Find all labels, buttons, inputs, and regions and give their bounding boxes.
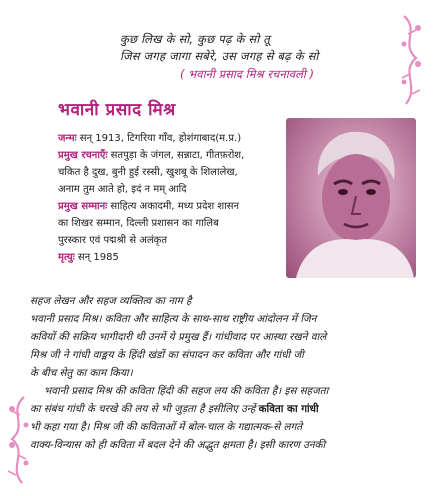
body-line-7-text: का संबंध गांधी के चरखे की लय से भी जुड़ता है इसीलिए उन्हें — [30, 403, 256, 415]
body-line-5: के बीच सेतु का काम किया। — [30, 367, 133, 379]
works-text-1: सतपुड़ा के जंगल, सन्नाटा, गीतफ़रोश, — [110, 150, 245, 161]
epigraph-source: ( भवानी प्रसाद मिश्र रचनावली ) — [180, 67, 315, 81]
body-line-7 — [30, 402, 319, 416]
honors-text-3: पुरस्कार एवं पद्मश्री से अलंकृत — [58, 235, 168, 246]
death-label: मृत्युः — [58, 252, 75, 263]
info-born — [58, 131, 283, 147]
info-works — [58, 148, 283, 164]
works-text-3: अनाम तुम आते हो, इदं न मम् आदि — [58, 184, 187, 195]
epigraph-line-1: कुछ लिख के सो, कुछ पढ़ के सो तू — [120, 32, 270, 46]
info-death — [58, 250, 283, 266]
poet-portrait — [286, 118, 416, 278]
honors-text-2: का शिखर सम्मान, दिल्ली प्रशासन का गालिब — [58, 218, 219, 229]
epigraph-line-2: जिस जगह जागा सबेरे, उस जगह से बढ़ के सो — [120, 49, 319, 63]
works-text-2: चकित है दुख, बुनी हुई रस्सी, खुशबू के शिलालेख, — [58, 167, 238, 178]
info-honors — [58, 199, 283, 215]
death-text: सन् 1985 — [77, 252, 119, 263]
honors-text-1: साहित्य अकादमी, मध्य प्रदेश शासन — [110, 201, 240, 212]
body-line-8: भी कहा गया है। मिश्र जी की कविताओं में बोल-चाल के गद्यात्मक-से लगते — [30, 421, 303, 433]
body-line-4: मिश्र जी ने गांधी वाङ्मय के हिंदी खंडों का संपादन कर कविता और गांधी जी — [30, 349, 304, 361]
born-text: सन् 1913, टिगरिया गाँव, होशंगाबाद(म.प्र.) — [79, 133, 242, 144]
poet-name-title: भवानी प्रसाद मिश्र — [58, 100, 176, 120]
floral-ornament-icon — [4, 395, 32, 485]
floral-ornament-icon — [398, 14, 426, 106]
body-line-9: वाक्य-विन्यास को ही कविता में बदल देने की अद्भुत क्षमता है। इसी कारण उनकी — [30, 439, 326, 451]
body-line-1: सहज लेखन और सहज व्यक्तित्व का नाम है — [30, 295, 192, 307]
works-label: प्रमुख रचनाएँः — [58, 150, 108, 161]
born-label: जन्मः — [58, 133, 77, 144]
body-line-2: भवानी प्रसाद मिश्र। कविता और साहित्य के साथ-साथ राष्ट्रीय आंदोलन में जिन — [30, 313, 317, 325]
highlight-term: कविता का गांधी — [258, 403, 319, 415]
honors-label: प्रमुख सम्मानः — [58, 201, 108, 212]
body-line-3: कवियों की सक्रिय भागीदारी थी उनमें ये प्रमुख हैं। गांधीवाद पर आस्था रखने वाले — [30, 331, 327, 343]
body-line-6: भवानी प्रसाद मिश्र की कविता हिंदी की सहज लय की कविता है। इस सहजता — [44, 385, 329, 397]
